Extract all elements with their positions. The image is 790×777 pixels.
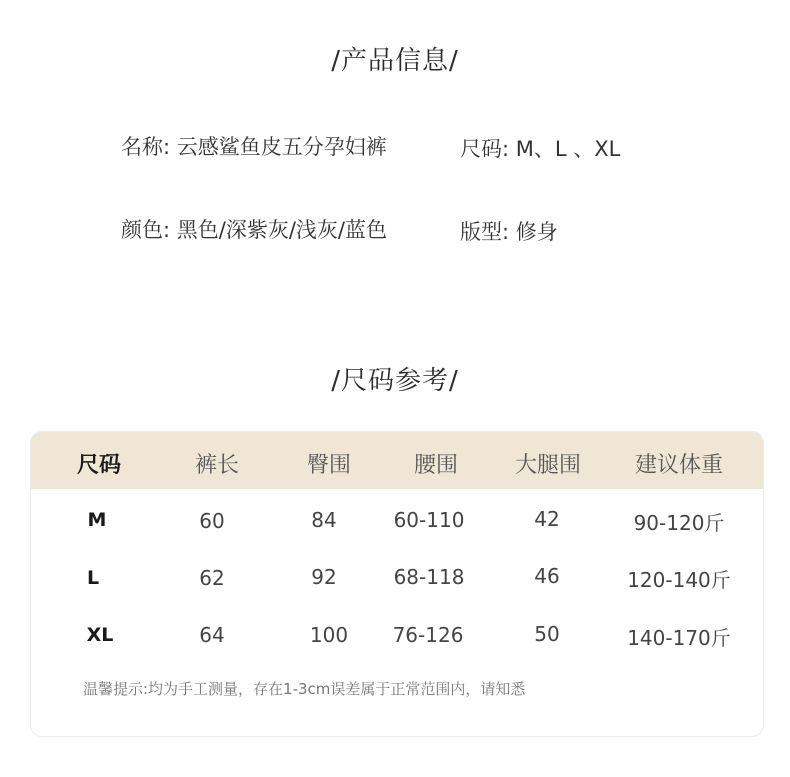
row-xl-weight: 140-170斤: [627, 626, 731, 650]
row-l-hip: 92: [311, 565, 337, 589]
row-xl-length: 64: [199, 623, 225, 647]
row-l-weight: 120-140斤: [627, 568, 731, 592]
info-fit-value: 修身: [515, 220, 558, 244]
row-m-weight: 90-120斤: [633, 511, 725, 535]
info-fit-label: 版型:: [460, 220, 516, 244]
row-xl-thigh: 50: [534, 622, 560, 646]
row-xl-size: XL: [86, 624, 114, 646]
header-size: 尺码: [76, 453, 122, 478]
header-thigh: 大腿围: [514, 453, 582, 478]
info-size-value: M、L 、XL: [515, 137, 621, 161]
row-l-waist: 68-118: [393, 565, 465, 589]
info-color: [121, 214, 387, 244]
row-l-thigh: 46: [534, 564, 560, 588]
info-size: [460, 133, 620, 163]
info-name: [121, 131, 387, 161]
row-xl-hip: 100: [309, 623, 349, 647]
header-weight: 建议体重: [634, 453, 724, 478]
row-m-size: M: [87, 509, 107, 531]
info-fit: [460, 216, 558, 246]
info-color-value: 黑色/深紫灰/浅灰/蓝色: [176, 218, 387, 242]
info-size-label: 尺码:: [460, 137, 516, 161]
product-info-title: /产品信息/: [331, 46, 459, 76]
row-l-length: 62: [199, 566, 225, 590]
header-waist: 腰围: [413, 453, 459, 478]
row-l-size: L: [86, 567, 100, 589]
row-m-waist: 60-110: [393, 508, 465, 532]
header-hip: 臀围: [306, 453, 352, 478]
row-m-hip: 84: [311, 508, 337, 532]
info-name-label: 名称:: [121, 135, 177, 159]
row-m-thigh: 42: [534, 507, 560, 531]
size-reference-title: /尺码参考/: [331, 366, 459, 396]
info-color-label: 颜色:: [121, 218, 177, 242]
size-table: [30, 431, 764, 737]
measurement-note: 温馨提示:均为手工测量，存在1-3cm误差属于正常范围内，请知悉: [83, 680, 526, 698]
header-length: 裤长: [194, 453, 240, 478]
row-m-length: 60: [199, 509, 225, 533]
row-xl-waist: 76-126: [392, 623, 464, 647]
info-name-value: 云感鲨鱼皮五分孕妇裤: [176, 135, 387, 159]
